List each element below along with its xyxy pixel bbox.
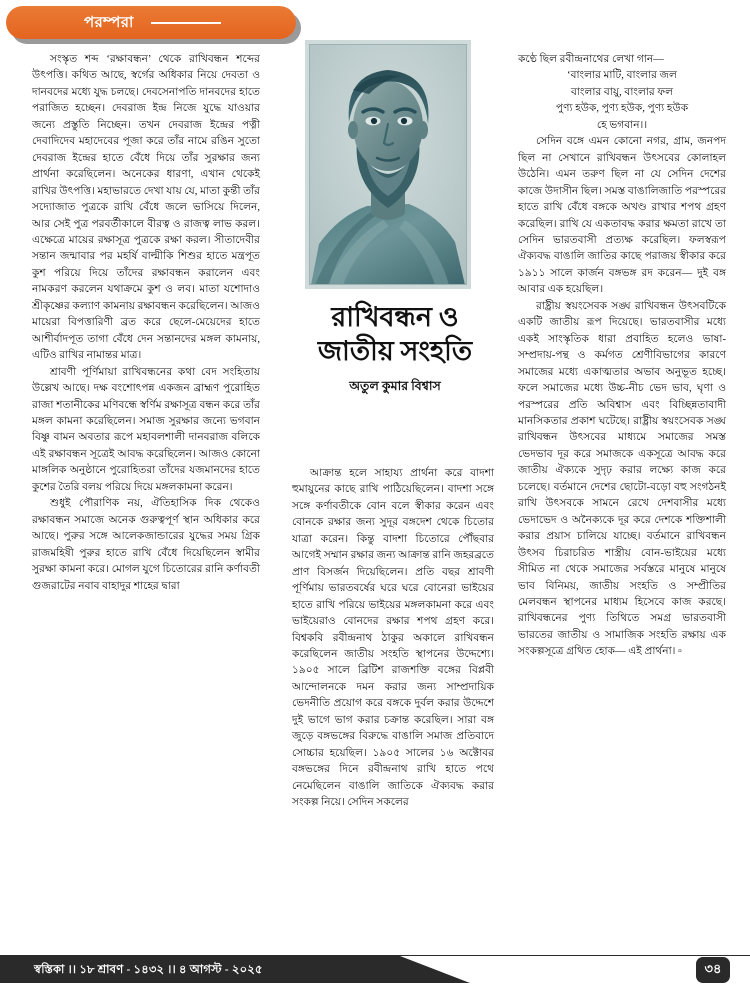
portrait-frame — [305, 40, 471, 289]
portrait-photo-rabindranath — [309, 44, 467, 285]
banner-rule — [151, 22, 221, 24]
article-column-1 — [32, 52, 260, 595]
footer-divider — [0, 955, 750, 956]
article-column-3 — [518, 52, 726, 661]
article-column-2 — [292, 466, 494, 812]
song-line: পুণ্য হউক, পুণ্য হউক, পুণ্য হউক — [555, 103, 689, 115]
section-label: পরম্পরা — [84, 15, 134, 31]
paragraph: শ্রাবণী পূর্ণিমায়া রাখিবন্ধনের কথা বেদ সংহিতায় উল্লেখ আছে। দক্ষ বংশোৎপন্ন একজন ব্রাহ্মণ পুরোহিত রাজা শতানীকের মণিবন্ধে স্বর্ণিম রক্ষাসূত্র বন্ধন করে তাঁর মঙ্গল কামনা করেছিলেন। সমাজ সুরক্ষার জন্যে ভগবান বিষ্ণু বামন অবতার রূপে মহাবলশালী দানবরাজ বলিকে এই রক্ষাবন্ধন সূত্রেই আবদ্ধ করেছিলেন। আজও কোনো মাঙ্গলিক অনুষ্ঠানে পুরোহিতরা তাঁদের যজমানদের হাতে কুশের তৈরি বলয় পরিয়ে দিয়ে মঙ্গলকামনা করেন। — [32, 366, 260, 493]
footer-imprint: স্বস্তিকা ।। ১৮ শ্রাবণ - ১৪৩২ ।। ৪ আগস্ট - ২০২৫ — [34, 964, 263, 976]
article-author: অতুল কুমার বিশ্বাস — [349, 379, 441, 393]
paragraph: সংস্কৃত শব্দ ‘রক্ষাবন্ধন’ থেকে রাখিবন্ধন শব্দের উৎপত্তি। কথিত আছে, স্বর্গের অধিকার নিয়ে দেবতা ও দানবদের মধ্যে যুদ্ধ চলছে। দেবসেনাপতি দানবদের হাতে পরাজিত হচ্ছেন। দেবরাজ ইন্দ্র নিজে যুদ্ধে যাওয়ার জন্যে প্রস্তুতি নিচ্ছেন। তখন দেবরাজ ইন্দ্রের পত্নী দেবাদিদেব মহাদেবের পূজা করে তাঁর নামে রঙিন সুতো দেবরাজ ইন্দ্রের হাতে বেঁধে দিয়ে তাঁর সুরক্ষার জন্য প্রার্থনা করেছিলেন। অনেকের ধারণা, এখান থেকেই রাখির উৎপত্তি। মহাভারতে দেখা যায় যে, মাতা কুন্তী তাঁর সদ্যোজাত পুত্রকে রাখি বেঁধে জলে ভাসিয়ে দিলেন, আর সেই পুত্র পরবর্তীকালে বীরত্ব ও রাজত্ব লাভ করল। এক্ষেত্রে মায়ের রক্ষাসূত্র পুত্রকে রক্ষা করল। সীতাদেবীর সন্তান জন্মাবার পর মহর্ষি বাল্মীকি শিশুর হাতে মন্ত্রপূত কুশ পরিয়ে দিয়ে তাঁদের রক্ষাবন্ধন করালেন এবং নামকরণ করলেন যথাক্রমে কুশ ও লব। মাতা যশোদাও শ্রীকৃষ্ণের কল্যাণ কামনায় রক্ষাবন্ধন করেছিলেন। আজও মায়েরা বিপত্তারিণী ব্রত করে ছেলে-মেয়েদের হাতে আশীর্বাদপূত তাগা বেঁধে দেন সন্তানদের মঙ্গল কামনায়, এটিও রাখির নামান্তর মাত্র। — [32, 54, 260, 362]
paragraph: শুধুই পৌরাণিক নয়, ঐতিহাসিক দিক থেকেও রক্ষাবন্ধন সমাজে অনেক গুরুত্বপূর্ণ স্থান অধিকার করে আছে। পুরুর সঙ্গে আলেকজান্ডারের যুদ্ধের সময় গ্রিক রাজমহিষী পুরুর হাতে রাখি বেঁধে দিয়েছিলেন স্বামীর সুরক্ষা কামনা করে। মোগল যুগে চিতোরের রানি কর্ণাবতী গুজরাটের নবাব বাহাদুর শাহের দ্বারা — [32, 498, 260, 592]
paragraph: আক্রান্ত হলে সাহায্য প্রার্থনা করে বাদশা হুমায়ুনের কাছে রাখি পাঠিয়েছিলেন। বাদশা সঙ্গে সঙ্গে কর্ণাবতীকে বোন বলে স্বীকার করেন এবং বোনকে রক্ষার জন্য সুদূর বঙ্গদেশ থেকে চিতোর যাত্রা করেন। কিন্তু বাদশা চিতোরে পৌঁছবার আগেই সম্মান রক্ষার জন্য আক্রান্ত রানি জহরব্রতে প্রাণ বিসর্জন দিয়েছিলেন। প্রতি বছর শ্রাবণী পূর্ণিমায় ভারতবর্ষের ঘরে ঘরে বোনেরা ভাইয়ের হাতে রাখি পরিয়ে ভাইয়ের মঙ্গলকামনা করে এবং ভাইয়েরাও বোনদের রক্ষার শপথ গ্রহণ করে। বিশ্বকবি রবীন্দ্রনাথ ঠাকুর অকালে রাখিবন্ধন করেছিলেন জাতীয় সংহতি স্থাপনের উদ্দেশ্যে। ১৯০৫ সালে ব্রিটিশ রাজশক্তি বঙ্গের বিপ্লবী আন্দোলনকে দমন করার জন্য সাম্প্রদায়িক ভেদনীতি প্রয়োগ করে বঙ্গকে দুর্বল করার উদ্দেশে দুই ভাগে ভাগ করার চক্রান্ত করেছিল। সারা বঙ্গ জুড়ে বঙ্গভঙ্গের বিরুদ্ধে বাঙালি সমাজ প্রতিবাদে সোচ্চার হয়েছিল। ১৯০৫ সালের ১৬ অক্টোবর বঙ্গভঙ্গের দিনে রবীন্দ্রনাথ রাখি হাতে পথে নেমেছিলেন বাঙালি জাতিকে ঐক্যবদ্ধ করার সংকল্প নিয়ে। সেদিন সকলের — [292, 468, 494, 809]
article-title-line-1: রাখিবন্ধন ও — [331, 302, 459, 332]
article-title-line-2: জাতীয় সংহতি — [317, 336, 473, 366]
paragraph: রাষ্ট্রীয় স্বয়ংসেবক সঙ্ঘ রাখিবন্ধন উৎসবটিকে একটি জাতীয় রূপ দিয়েছে। ভারতবাসীর মধ্যে একই সাংস্কৃতিক ধারা প্রবাহিত হলেও ভাষা-সম্প্রদায়-পন্থ ও কর্মগত শ্রেণীবিভাগের কারণে সমাজের মধ্যে একাত্মতার অভাব অনুভূত হচ্ছে। ফলে সমাজের মধ্যে উচ্চ-নীচ ভেদ ভাব, ঘৃণা ও পরস্পরের প্রতি অবিশ্বাস এবং বিচ্ছিন্নতাবাদী মানসিকতার প্রকাশ ঘটেছে। রাষ্ট্রীয় স্বয়ংসেবক সঙ্ঘ রাখিবন্ধন উৎসবের মাধ্যমে সমাজের সমস্ত ভেদভাব দূর করে সমাজকে একসূত্রে আবদ্ধ করে জাতীয় ঐক্যকে সুদৃঢ় করার লক্ষ্যে কাজ করে চলেছে। বর্তমানে দেশের ছোটো-বড়ো বহু সংগঠনই রাখি উৎসবকে সামনে রেখে দেশবাসীর মধ্যে ভেদাভেদ ও অনৈক্যকে দূর করে দেশকে শক্তিশালী করার প্রয়াস চালিয়ে যাচ্ছে। বর্তমানে রাখিবন্ধন উৎসব চিরাচরিত শাস্ত্রীয় বোন-ভাইয়ের মধ্যে সীমিত না থেকে সমাজের সর্বস্তরে মানুষে মানুষে ভাব বিনিময়, জাতীয় সংহতি ও সম্প্রীতির মেলবন্ধন স্থাপনের মাধ্যম হিসেবে কাজ করছে। রাখিবন্ধনের পুণ্য তিথিতে সমগ্র ভারতবাসী ভারতের জাতীয় ও সামাজিক সংহতি রক্ষায় এক সংকল্পসূত্রে গ্রথিত হোক— এই প্রার্থনা। ▫ — [518, 300, 726, 658]
song-line: বাংলার বায়ু, বাংলার ফল — [570, 86, 674, 98]
paragraph: সেদিন বঙ্গে এমন কোনো নগর, গ্রাম, জনপদ ছিল না সেখানে রাখিবন্ধন উৎসবের কোলাহল উঠেনি। এমন তরুণ ছিল না যে সেদিন দেশের কাজে উদাসীন ছিল। সমস্ত বাঙালিজাতি পরস্পরের হাতে রাখি বেঁধে বঙ্গকে অখণ্ড রাখার শপথ গ্রহণ করেছিল। রাখি যে একতাবদ্ধ করার ক্ষমতা রাখে তা সেদিন ভারতবাসী প্রত্যক্ষ করেছিল। ফলস্বরূপ ঐক্যবদ্ধ বাঙালি জাতির কাছে পরাজয় স্বীকার করে ১৯১১ সালে কার্জন বঙ্গভঙ্গ রদ করেন— দুই বঙ্গ আবার এক হয়েছিল। — [518, 136, 726, 296]
article-title-block — [292, 300, 498, 398]
song-line: হে ভগবান।। — [596, 119, 648, 131]
section-header-banner — [6, 6, 296, 40]
song-intro-line: কণ্ঠে ছিল রবীন্দ্রনাথের লেখা গান— — [518, 54, 664, 65]
page-number-badge: ৩৪ — [696, 957, 730, 983]
song-line: ‘বাংলার মাটি, বাংলার জল — [567, 70, 677, 82]
